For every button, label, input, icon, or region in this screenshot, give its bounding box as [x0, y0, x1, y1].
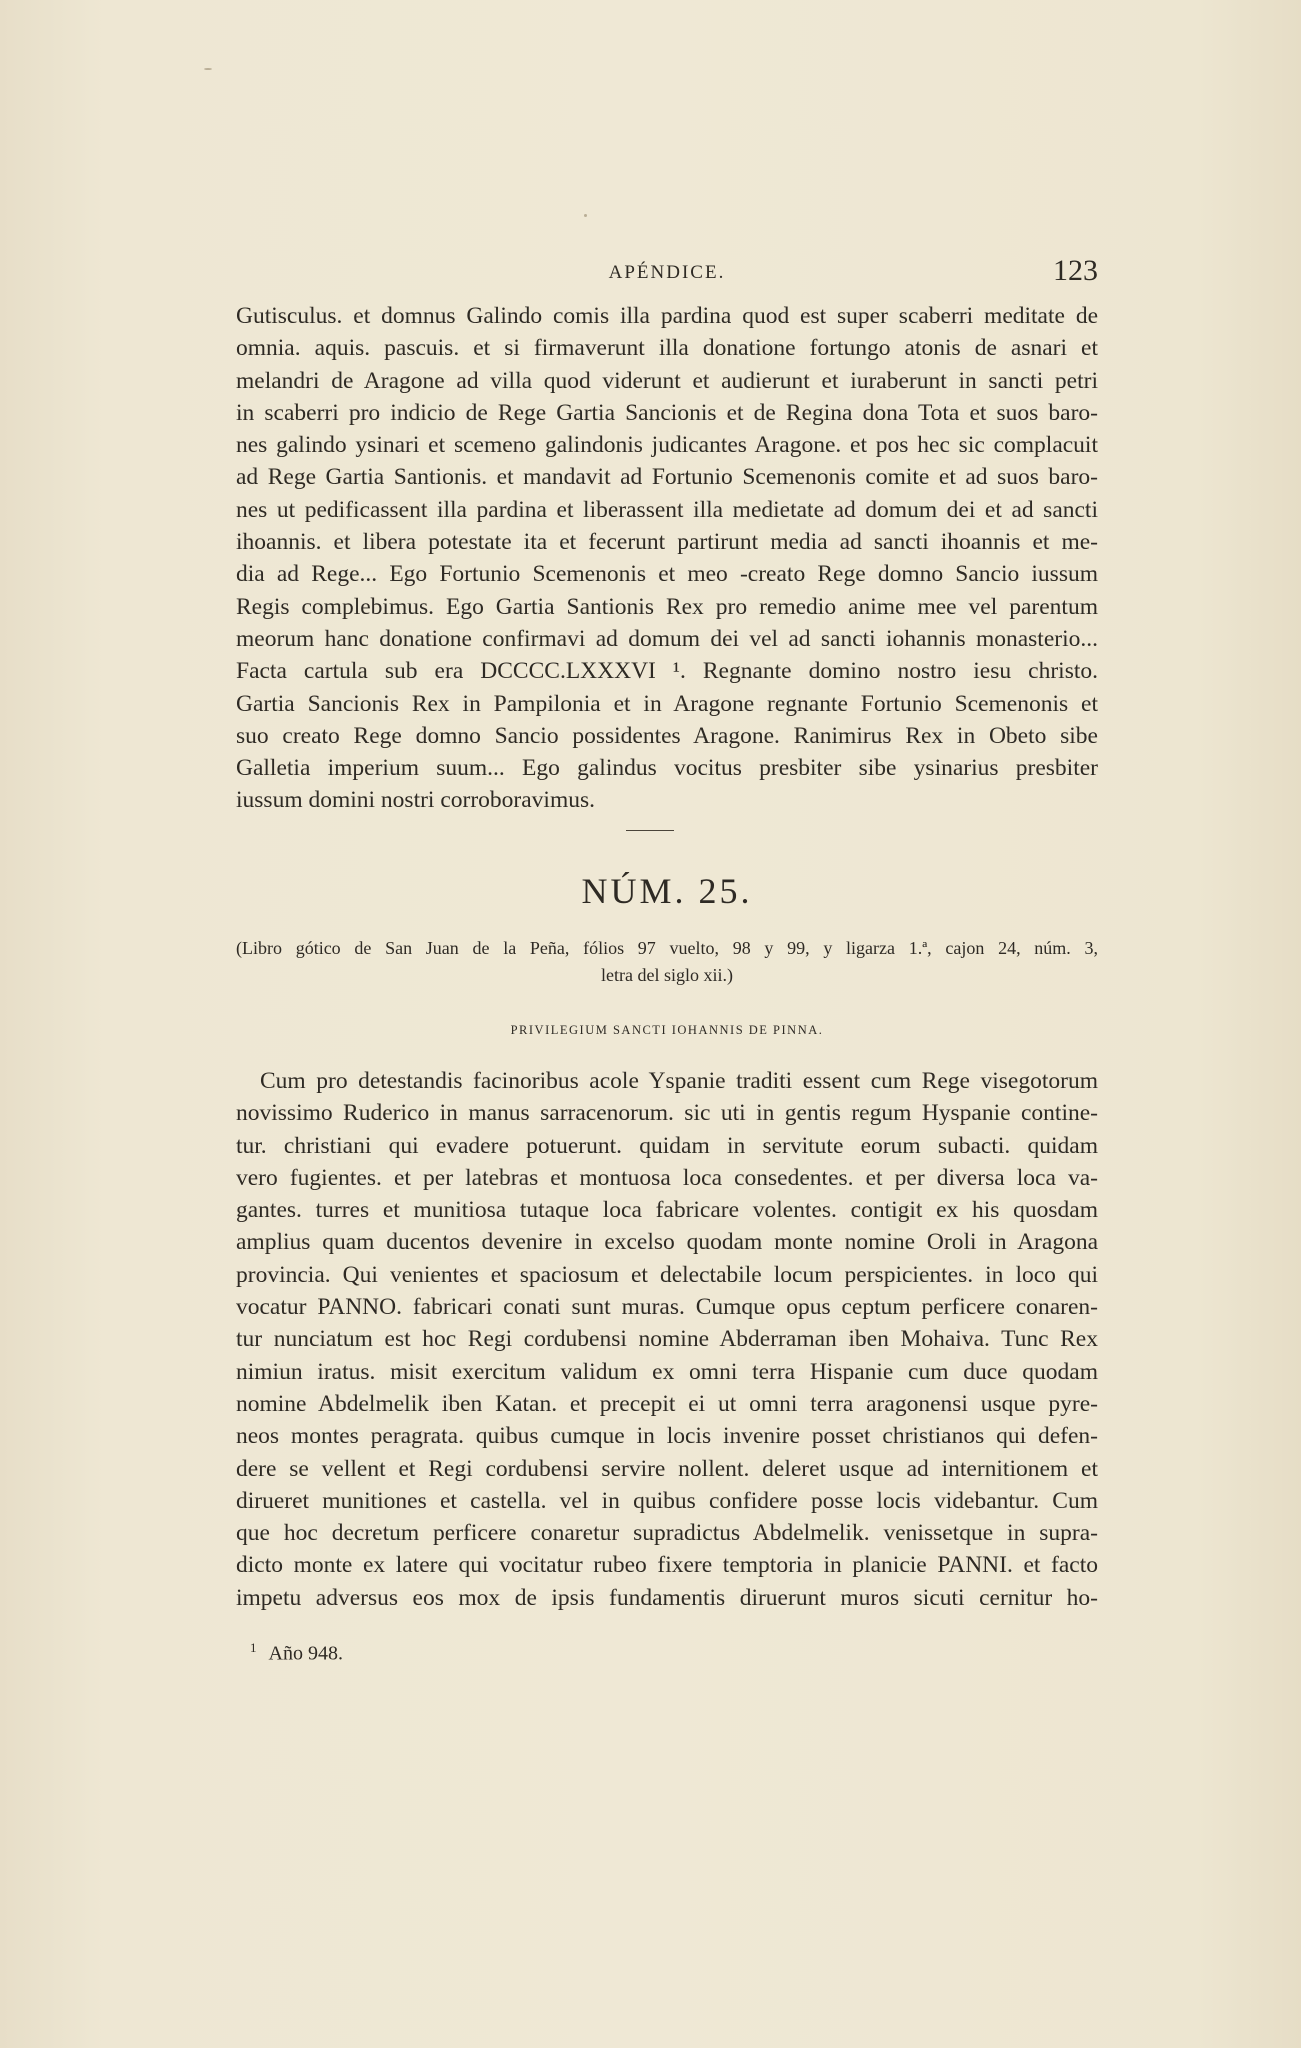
text-line: dere se vellent et Regi cordubensi servire nollent. deleret usque ad internitionem et — [236, 1455, 1098, 1482]
text-line: nes galindo ysinari et scemeno galindonis judicantes Aragone. et pos hec sic complacuit — [236, 432, 1098, 459]
text-line: provincia. Qui venientes et spaciosum et delectabile locum perspicientes. in loco qui — [236, 1261, 1098, 1288]
text-line: suo creato Rege domno Sancio possidentes Aragone. Ranimirus Rex in Obeto sibe — [236, 722, 1098, 749]
text-line: melandri de Aragone ad villa quod viderunt et audierunt et iuraberunt in sancti petri — [236, 367, 1098, 394]
text-line: Galletia imperium suum... Ego galindus vocitus presbiter sibe ysinarius presbiter — [236, 755, 1098, 782]
text-line: meorum hanc donatione confirmavi ad domum dei vel ad sancti iohannis monasterio... — [236, 625, 1098, 652]
paper-speck — [204, 68, 212, 70]
text-line: vero fugientes. et per latebras et montuosa loca consedentes. et per diversa loca va- — [236, 1164, 1098, 1191]
text-line: Gutisculus. et domnus Galindo comis illa pardina quod est super scaberri meditate de — [236, 303, 1098, 329]
footnote-marker: 1 — [250, 1640, 257, 1655]
text-line: ihoannis. et libera potestate ita et fecerunt partirunt media ad sancti ihoannis et me- — [236, 529, 1098, 556]
source-line: letra del siglo xii.) — [601, 965, 733, 985]
page-number: 123 — [1053, 254, 1098, 287]
text-line: gantes. turres et munitiosa tutaque loca fabricare volentes. contigit ex his quosdam — [236, 1197, 1098, 1224]
text-line: neos montes peragrata. quibus cumque in locis invenire posset christianos qui defen- — [236, 1423, 1098, 1450]
text-line: Regis complebimus. Ego Gartia Santionis Rex pro remedio anime mee vel parentum — [236, 593, 1098, 620]
text-line: iussum domini nostri corroboravimus. — [236, 787, 596, 814]
paper-speck — [584, 214, 587, 217]
running-head — [236, 254, 1098, 294]
section-divider — [626, 830, 674, 831]
document-number: NÚM. 25. — [581, 871, 753, 911]
text-line: nomine Abdelmelik iben Katan. et precepit ei ut omni terra aragonensi usque pyre- — [236, 1390, 1098, 1417]
source-line: (Libro gótico de San Juan de la Peña, fólios 97 vuelto, 98 y 99, y ligarza 1.ª, cajon 24, núm. 3, — [236, 938, 1098, 958]
text-line: Cum pro detestandis facinoribus acole Yspanie traditi essent cum Rege visegotorum — [260, 1068, 1098, 1094]
text-line: dicto monte ex latere qui vocitatur rubeo fixere temptoria in planicie PANNI. et facto — [236, 1552, 1098, 1579]
text-line: nimiun iratus. misit exercitum validum ex omni terra Hispanie cum duce quodam — [236, 1358, 1098, 1385]
text-line: tur. christiani qui evadere potuerunt. quidam in servitute eorum subacti. quidam — [236, 1132, 1098, 1159]
text-line: Facta cartula sub era DCCCC.LXXXVI ¹. Regnante domino nostro iesu christo. — [236, 658, 1098, 685]
text-line: ad Rege Gartia Santionis. et mandavit ad Fortunio Scemenonis comite et ad suos baro- — [236, 464, 1098, 491]
text-line: que hoc decretum perficere conaretur supradictus Abdelmelik. venissetque in supra- — [236, 1520, 1098, 1547]
text-line: dia ad Rege... Ego Fortunio Scemenonis et meo -creato Rege domno Sancio iussum — [236, 561, 1098, 588]
text-line: amplius quam ducentos devenire in excelso quodam monte nomine Oroli in Aragona — [236, 1229, 1098, 1256]
source-note — [236, 935, 1098, 989]
text-line: nes ut pedificassent illa pardina et liberassent illa medietate ad domum dei et ad sancti — [236, 496, 1098, 523]
document-body — [236, 1065, 1098, 1614]
text-line: novissimo Ruderico in manus sarracenorum. sic uti in gentis regum Hyspanie contine- — [236, 1100, 1098, 1127]
text-line: vocatur PANNO. fabricari conati sunt muras. Cumque opus ceptum perficere conaren- — [236, 1294, 1098, 1321]
text-line: dirueret munitiones et castella. vel in quibus confidere posse locis videbantur. Cum — [236, 1487, 1098, 1514]
continued-paragraph — [236, 300, 1098, 817]
header-title: APÉNDICE. — [608, 262, 726, 283]
text-line: in scaberri pro indicio de Rege Gartia Sancionis et de Regina dona Tota et suos baro- — [236, 399, 1098, 426]
text-line: Gartia Sancionis Rex in Pampilonia et in Aragone regnante Fortunio Scemenonis et — [236, 690, 1098, 717]
footnote-text: Año 948. — [268, 1642, 343, 1665]
text-line: tur nunciatum est hoc Regi cordubensi nomine Abderraman iben Mohaiva. Tunc Rex — [236, 1326, 1098, 1353]
text-line: omnia. aquis. pascuis. et si firmaverunt illa donatione fortungo atonis de asnari et — [236, 335, 1098, 362]
footnote — [250, 1640, 343, 1666]
text-line: impetu adversus eos mox de ipsis fundamentis diruerunt muros sicuti cernitur ho- — [236, 1584, 1098, 1611]
document-heading: PRIVILEGIUM SANCTI IOHANNIS DE PINNA. — [510, 1023, 824, 1037]
